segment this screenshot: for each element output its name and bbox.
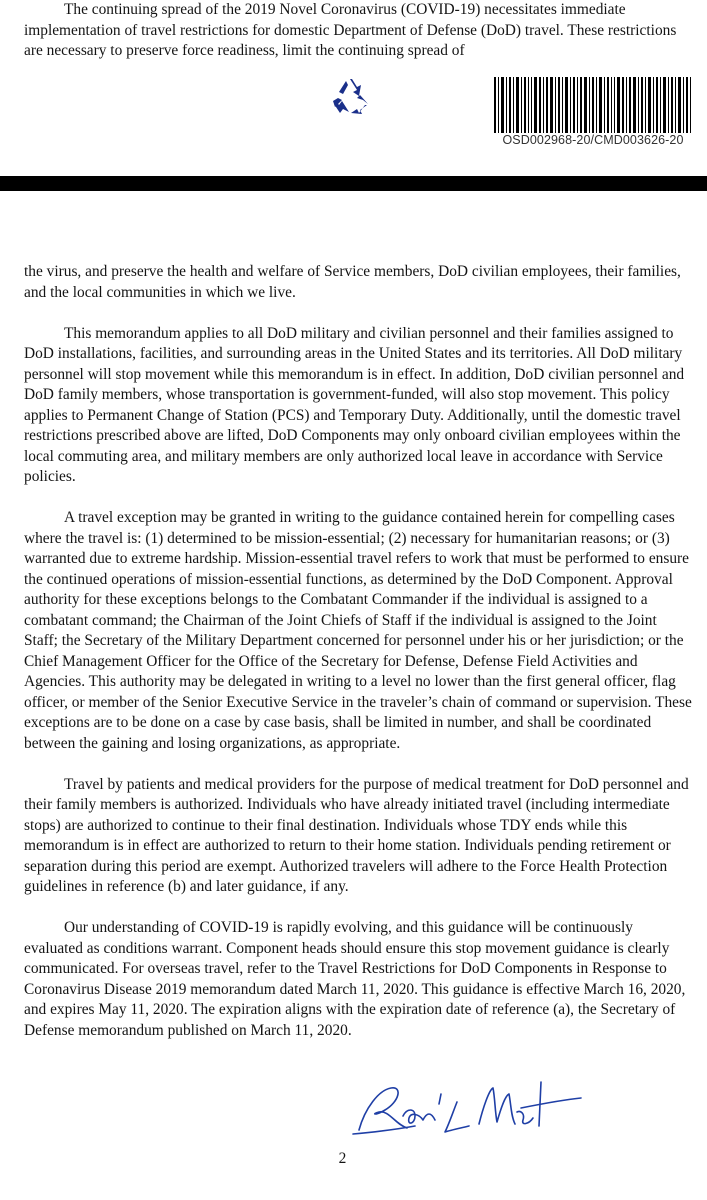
paragraph-medical-travel: Travel by patients and medical providers for the purpose of medical treatment for DoD personnel and their family members is authorized. Individuals who have already initiated travel (including intermediate stops) are authorized to continue to their final destination. Individuals whose TDY ends while this memorandum is in effect are authorized to return to their home station. Individuals pending retirement or separation during this period are exempt. Authorized travelers will adhere to the Force Health Protection guidelines in reference (b) and later guidance, if any. — [24, 775, 689, 895]
page-divider — [0, 176, 707, 191]
paragraph-exceptions: A travel exception may be granted in writing to the guidance contained herein for compelling cases where the travel is: (1) determined to be mission-essential; (2) necessary for humanitarian reasons; or (3) warranted due to extreme hardship. Mission-essential travel refers to work that must be performed to ensure the continued operations of mission-essential functions, as determined by the DoD Component. Approval authority for these exceptions belongs to the Combatant Commander if the individual is assigned to a combatant command; the Chairman of the Joint Chiefs of Staff if the individual is assigned to the Joint Staff; the Secretary of the Military Department concerned for personnel under his or her jurisdiction; or the Chief Management Officer for the Office of the Secretary for Defense, Defense Field Activities and Agencies. This authority may be delegated in writing to a level no lower than the first general officer, flag officer, or member of the Senior Executive Service in the traveler’s chain of command or supervision. These exceptions are to be done on a case by case basis, shall be limited in number, and shall be coordinated between the gaining and losing organizations, as appropriate. — [24, 509, 692, 752]
barcode — [488, 77, 698, 157]
fragment-text: The continuing spread of the 2019 Novel Coronavirus (COVID-19) necessitates immediate implementation of travel restrictions for domestic Department of Defense (DoD) travel. These restrictions are necessary to preserve force readiness, limit the continuing spread of — [24, 1, 677, 59]
memo-body — [24, 262, 692, 1062]
barcode-label: OSD002968-20/CMD003626-20 — [502, 133, 684, 147]
continuation-paragraph: the virus, and preserve the health and welfare of Service members, DoD civilian employees, their families, and the local communities in which we live. — [24, 263, 681, 301]
barcode-graphic — [492, 77, 692, 133]
recycle-icon — [330, 76, 370, 116]
paragraph-evolving-guidance: Our understanding of COVID-19 is rapidly evolving, and this guidance will be continuously evaluated as conditions warrant. Component heads should ensure this stop movement guidance is clearly communicated. For overseas travel, refer to the Travel Restrictions for DoD Components in Response to Coronavirus Disease 2019 memorandum dated March 11, 2020. This guidance is effective March 16, 2020, and expires May 11, 2020. The expiration aligns with the expiration date of reference (a), the Secretary of Defense memorandum published on March 11, 2020. — [24, 919, 686, 1039]
page-one-fragment — [24, 0, 692, 62]
page-number: 2 — [338, 1150, 347, 1167]
signature-icon — [345, 1068, 585, 1148]
paragraph-scope: This memorandum applies to all DoD military and civilian personnel and their families assigned to DoD installations, facilities, and surrounding areas in the United States and its territories. All DoD military personnel will stop movement while this memorandum is in effect. In addition, DoD civilian personnel and DoD family members, whose transportation is government-funded, will also stop movement. This policy applies to Permanent Change of Station (PCS) and Temporary Duty. Additionally, until the domestic travel restrictions prescribed above are lifted, DoD Components may only onboard civilian employees within the local commuting area, and military members are only authorized local leave in accordance with Service policies. — [24, 324, 685, 485]
